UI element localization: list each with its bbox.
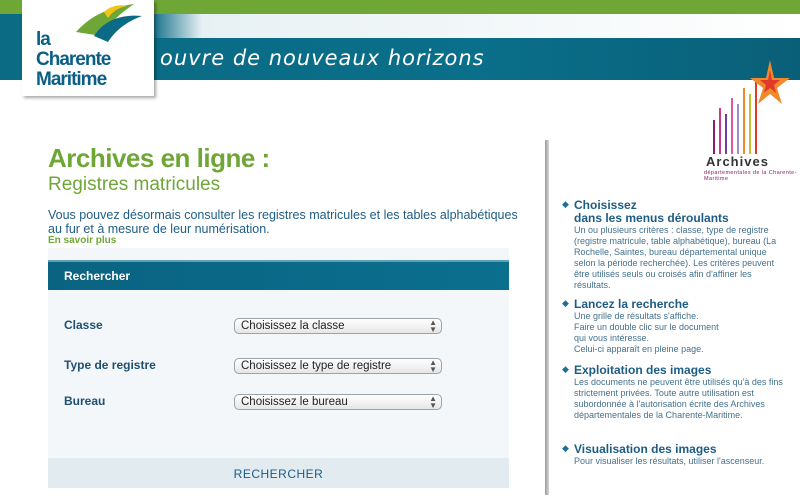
sidebar-item-visualisation — [562, 443, 787, 467]
archives-logo-sub: départementales de la Charente-Maritime — [704, 170, 797, 182]
select-arrows-icon: ▲ ▼ — [429, 318, 437, 334]
classe-select[interactable] — [234, 318, 442, 334]
page-title: Archives en ligne : — [48, 143, 270, 173]
search-form-title: Rechercher — [64, 269, 131, 283]
logo-text — [36, 30, 110, 90]
banner-highlight — [150, 14, 800, 38]
sidebar-item-text: Une grille de résultats s'affiche. Faire un double clic sur le document qui vous intéresse. Celui-ci apparaît en pleine page. — [574, 311, 719, 354]
bullet-icon: ◆ — [562, 298, 569, 308]
bullet-icon: ◆ — [562, 364, 569, 374]
sidebar-item-usage — [562, 364, 787, 421]
logo-line-3: Maritime — [36, 69, 107, 90]
sidebar-item-title: Visualisation des images — [574, 442, 717, 456]
logo-line-2: Charente — [36, 49, 111, 70]
select-arrows-icon: ▲ ▼ — [429, 394, 437, 410]
archives-departementales-logo[interactable] — [700, 58, 800, 183]
page-subtitle: Registres matricules — [48, 174, 221, 195]
slogan: ouvre de nouveaux horizons — [160, 46, 485, 70]
bureau-label: Bureau — [64, 394, 106, 408]
type-registre-label: Type de registre — [64, 358, 156, 372]
sidebar-item-title: Exploitation des images — [574, 363, 712, 377]
bureau-select[interactable] — [234, 394, 442, 410]
sidebar-item-text: Un ou plusieurs critères : classe, type de registre (registre matricule, table alphabétique), bureau (La Rochelle, Saintes, bureau départemental unique selon la période recherchée). Les critères peuvent être utilisés seuls ou croisés afin d'affiner les résultats. — [574, 225, 777, 290]
bullet-icon: ◆ — [562, 199, 569, 209]
charente-maritime-logo[interactable] — [22, 0, 154, 96]
select-arrows-icon: ▲ ▼ — [429, 358, 437, 374]
type-registre-select[interactable] — [234, 358, 442, 374]
archives-star-icon — [700, 58, 800, 156]
classe-label: Classe — [64, 318, 103, 332]
search-submit-label: RECHERCHER — [233, 467, 324, 481]
bullet-icon: ◆ — [562, 443, 569, 453]
sidebar-item-text: Pour visualiser les résultats, utiliser l'ascenseur. — [574, 456, 765, 466]
search-submit-button[interactable] — [48, 458, 509, 488]
bureau-select-value: Choisissez le bureau — [241, 396, 348, 408]
search-form-header — [48, 260, 509, 290]
sidebar-item-choose — [562, 199, 787, 291]
sidebar-item-title: Choisissez dans les menus déroulants — [574, 198, 729, 225]
intro-text: Vous pouvez désormais consulter les registres matricules et les tables alphabétiques au fur et à mesure de leur numérisation. — [48, 208, 518, 236]
classe-select-value: Choisissez la classe — [241, 320, 345, 332]
sidebar-item-search — [562, 298, 787, 355]
type-registre-select-value: Choisissez le type de registre — [241, 360, 392, 372]
sidebar-item-text: Les documents ne peuvent être utilisés qu'à des fins strictement privées. Toute autre utilisation est subordonnée à l'autorisation écrite des Archives départementales de la Charente-Maritime. — [574, 377, 783, 420]
more-info-link[interactable]: En savoir plus — [48, 235, 117, 246]
vertical-divider — [545, 140, 549, 495]
archives-logo-word: Archives — [706, 154, 769, 169]
logo-line-1: la — [36, 29, 50, 50]
search-form — [48, 248, 509, 488]
sidebar-item-title: Lancez la recherche — [574, 297, 689, 311]
